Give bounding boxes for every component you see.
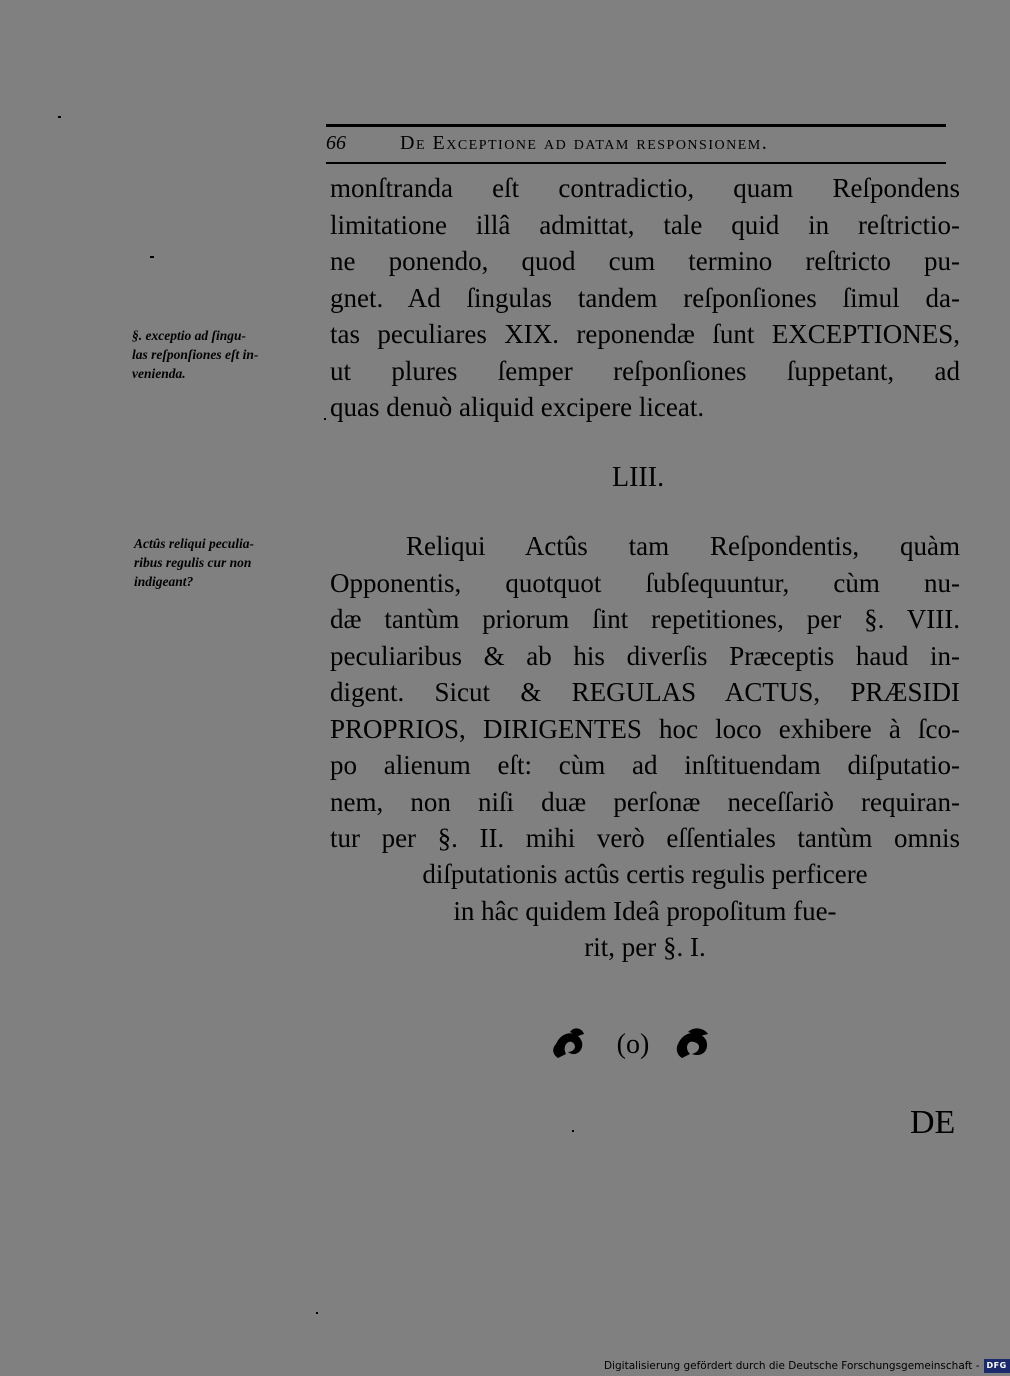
margin-note-2 xyxy=(134,534,324,591)
text-line: PROPRIOS, DIRIGENTES hoc loco exhibere à ſco- xyxy=(330,713,960,744)
margin-note-1 xyxy=(132,326,322,383)
dfg-logo: DFG xyxy=(984,1359,1010,1373)
page-number: 66 xyxy=(326,132,346,154)
text-line: monſtranda eſt contradictio, quam Reſpondens xyxy=(330,173,960,203)
scan-speck xyxy=(150,256,154,258)
scan-speck xyxy=(572,1130,574,1132)
footer-text: Digitalisierung gefördert durch die Deutsche Forschungsgemeinschaft - xyxy=(604,1360,980,1372)
catchword: DE xyxy=(910,1104,956,1141)
scan-speck xyxy=(58,116,61,118)
text-line: po alienum eſt: cùm ad inſtituendam diſputatio- xyxy=(330,750,960,780)
page-header xyxy=(326,132,946,160)
text-line: digent. Sicut & REGULAS ACTUS, PRÆSIDI xyxy=(330,677,960,707)
text-line: tur per §. II. mihi verò eſſentiales tantùm omnis xyxy=(330,823,960,853)
text-line: quas denuò aliquid excipere liceat. xyxy=(330,392,705,422)
paragraph-1 xyxy=(330,170,960,426)
text-line: peculiaribus & ab his diverſis Præceptis haud in- xyxy=(330,640,960,671)
margin-note-line: indigeant? xyxy=(134,574,194,589)
text-line: dæ tantùm priorum ſint repetitiones, per §. VIII. xyxy=(330,604,960,634)
ornament-fleuron xyxy=(548,1022,718,1066)
margin-note-line: venienda. xyxy=(132,366,186,381)
text-line: rit, per §. I. xyxy=(584,932,706,962)
margin-note-line: §. exceptio ad ſingu- xyxy=(132,328,246,343)
scan-speck xyxy=(316,1312,318,1314)
section-number: LIII. xyxy=(612,462,665,493)
running-title: De Exceptione ad datam responsionem. xyxy=(400,132,769,154)
text-line: nem, non niſi duæ perſonæ neceſſariò requiran- xyxy=(330,786,960,817)
header-top-rule xyxy=(326,124,946,127)
text-line: diſputationis actûs certis regulis perficere xyxy=(422,859,868,889)
text-line: tas peculiares XIX. reponendæ ſunt EXCEPTIONES, xyxy=(330,319,960,349)
text-line: ne ponendo, quod cum termino reſtricto pu- xyxy=(330,246,960,276)
margin-note-line: ribus regulis cur non xyxy=(134,555,252,570)
text-line: limitatione illâ admittat, tale quid in reſtrictio- xyxy=(330,209,960,240)
paragraph-2 xyxy=(330,528,960,857)
digitization-footer xyxy=(604,1359,1010,1373)
text-line: in hâc quidem Ideâ propoſitum fue- xyxy=(453,895,837,926)
text-line: gnet. Ad ſingulas tandem reſponſiones ſimul da- xyxy=(330,282,960,313)
margin-note-line: Actûs reliqui peculia- xyxy=(134,536,255,551)
scan-speck xyxy=(324,418,326,420)
header-bottom-rule xyxy=(326,162,946,164)
text-line: Reliqui Actûs tam Reſpondentis, quàm xyxy=(406,531,960,561)
ornament-center: (o) xyxy=(616,1029,650,1060)
margin-note-line: las reſponſiones eſt in- xyxy=(132,347,259,362)
text-line: ut plures ſemper reſponſiones ſuppetant, ad xyxy=(330,355,960,386)
paragraph-2-tail xyxy=(330,856,960,966)
text-line: Opponentis, quotquot ſubſequuntur, cùm nu- xyxy=(330,567,960,598)
